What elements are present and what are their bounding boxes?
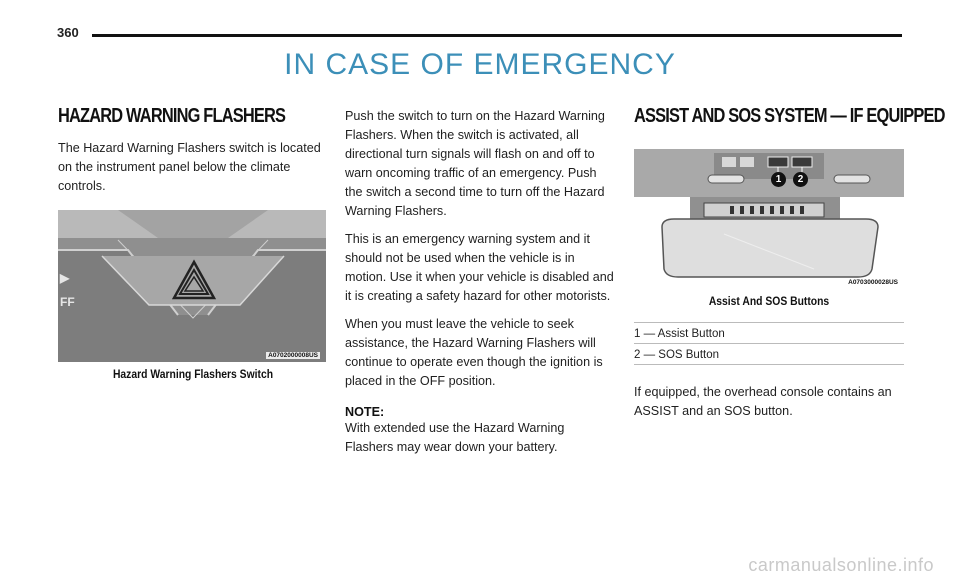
header-rule (92, 34, 902, 37)
page-number: 360 (57, 25, 79, 40)
assist-figure-caption: Assist And SOS Buttons (708, 296, 830, 308)
callout-marker-1: 1 (771, 172, 786, 187)
legend-row-assist: 1 — Assist Button (634, 323, 904, 344)
hazard-intro: The Hazard Warning Flashers switch is located on the instrument panel below the climate controls. (58, 141, 321, 193)
watermark: carmanualsonline.info (748, 555, 934, 575)
note-text: With extended use the Hazard Warning Flashers may wear down your battery. (345, 421, 565, 454)
hazard-switch-illustration (58, 210, 326, 362)
hazard-paragraph-2: This is an emergency warning system and it should not be used when the vehicle is in motion. Use it when your vehicle is disabled and it is creating a safety hazard for other motorists. (345, 232, 614, 303)
hazard-column-middle (345, 107, 615, 466)
chapter-title: IN CASE OF EMERGENCY (284, 48, 676, 81)
assist-column-right (634, 100, 945, 430)
assist-figure-code: A0703000028US (848, 279, 898, 286)
assist-legend (634, 322, 904, 365)
callout-marker-2: 2 (793, 172, 808, 187)
hazard-paragraph-1: Push the switch to turn on the Hazard Warning Flashers. When the switch is activated, all directional turn signals will flash on and off to warn oncoming traffic of an emergency. Push the switch a second time to turn off the Hazard Warning Flashers. (345, 109, 605, 218)
hazard-heading: HAZARD WARNING FLASHERS (58, 105, 286, 127)
svg-text:FF: FF (60, 295, 75, 309)
svg-text:▶: ▶ (60, 271, 70, 285)
assist-body: If equipped, the overhead console contains an ASSIST and an SOS button. (634, 385, 892, 418)
hazard-column-left (58, 100, 328, 381)
assist-sos-figure (634, 139, 904, 289)
note-label: NOTE: (345, 405, 385, 419)
hazard-paragraph-3: When you must leave the vehicle to seek assistance, the Hazard Warning Flashers will continue to operate even though the ignition is placed in the OFF position. (345, 317, 603, 388)
hazard-figure-caption: Hazard Warning Flashers Switch (112, 369, 274, 381)
hazard-switch-figure (58, 210, 326, 362)
overhead-console-illustration (634, 139, 904, 289)
assist-heading: ASSIST AND SOS SYSTEM — IF EQUIPPED (634, 105, 945, 127)
hazard-figure-code: A0702000008US (268, 352, 318, 359)
legend-row-sos: 2 — SOS Button (634, 344, 904, 365)
